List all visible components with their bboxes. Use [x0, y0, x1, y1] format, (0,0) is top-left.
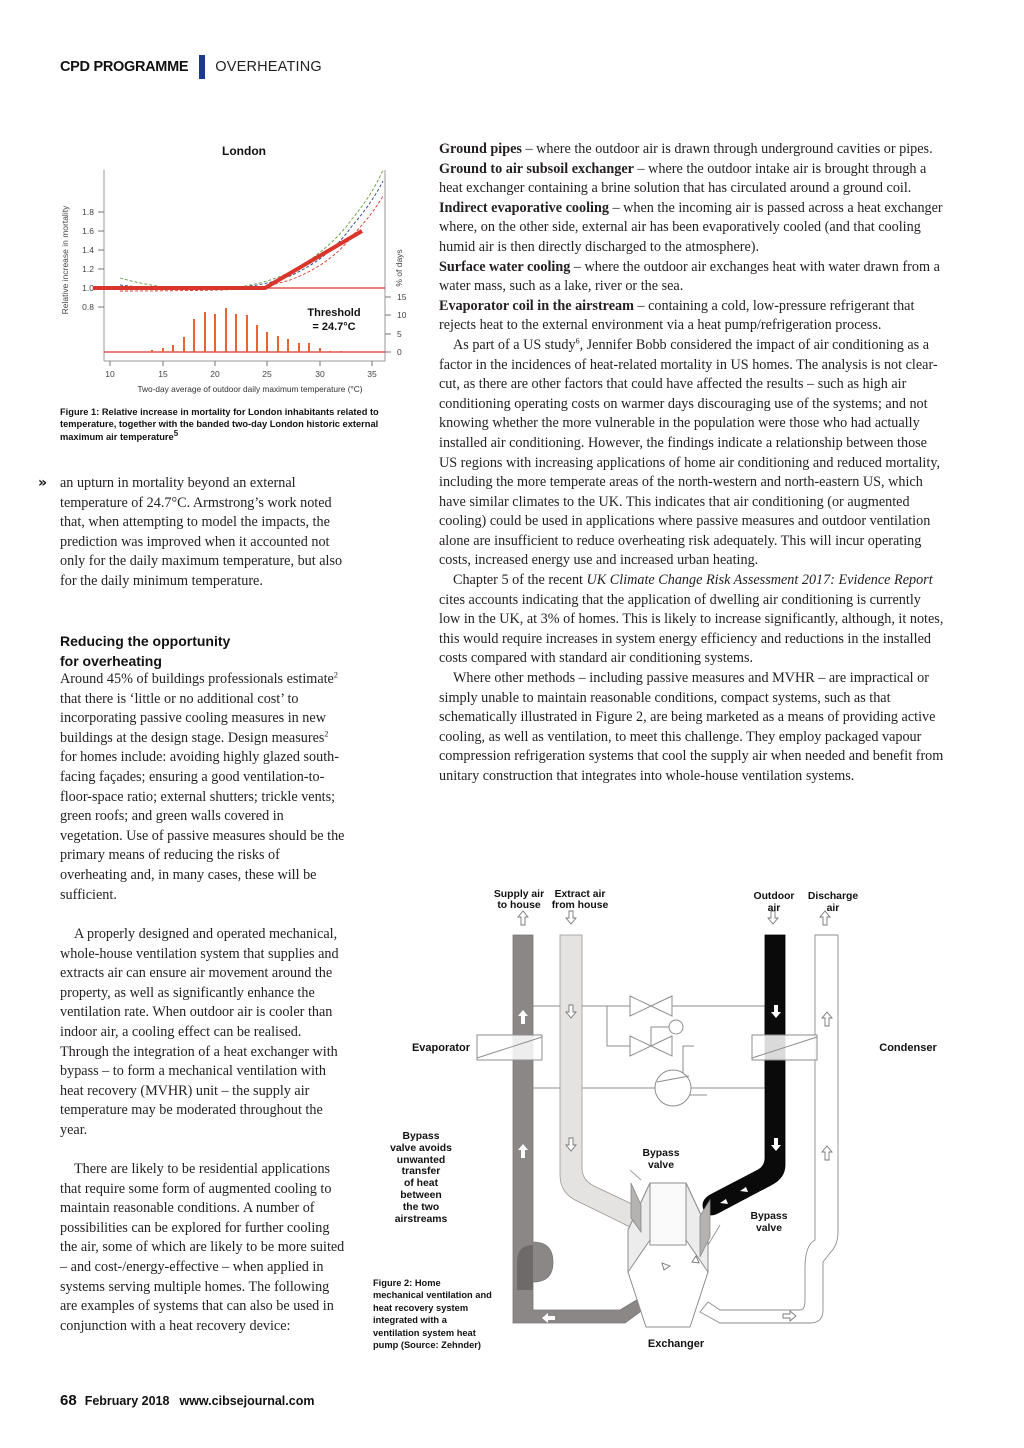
- issue-date: February 2018: [84, 1394, 170, 1408]
- thermostatic-valve-icon: [630, 1020, 683, 1056]
- svg-text:10: 10: [105, 369, 115, 379]
- svg-text:1.0: 1.0: [82, 283, 94, 293]
- figure-1-chart: [55, 140, 415, 400]
- y-ticks-right: [385, 292, 407, 357]
- header-section: OVERHEATING: [215, 59, 322, 75]
- list-item-surface-water: Surface water cooling – where the outdoor air exchanges heat with water drawn from a water mass, such as a lake, river or the sea.: [439, 258, 940, 295]
- extract-air-duct: [560, 935, 642, 1227]
- x-axis-label: Two-day average of outdoor daily maximum temperature (°C): [137, 384, 363, 394]
- label-discharge-air-1: Discharge: [807, 891, 859, 902]
- mortality-chart-svg: [55, 140, 415, 400]
- label-condenser: Condenser: [879, 1042, 937, 1054]
- label-evaporator: Evaporator: [411, 1042, 471, 1054]
- svg-text:1.6: 1.6: [82, 226, 94, 236]
- svg-text:20: 20: [210, 369, 220, 379]
- upper-confidence-curve: [120, 170, 383, 290]
- bypass-note: Bypass valve avoids unwanted transfer of heat between the two airstreams: [390, 1131, 452, 1225]
- paragraph-chapter-5: Chapter 5 of the recent UK Climate Change Risk Assessment 2017: Evidence Report cites accounts indicating that the application of dwelling air conditioning is currently low in the UK, at 3% of homes. This is likely to increase significantly, although, it notes, this would require increases in system energy efficiency and reductions in the installed costs compared with standard air conditioning systems.: [439, 572, 944, 667]
- paragraph-passive-measures: Around 45% of buildings professionals estimate$^2$ that there is ‘little or no additional cost’ to incorporating passive cooling measures in new buildings at the design stage. Design measures$^2$ for homes include: avoiding highly glazed south-facing façades; ensuring a good ventilation-to-floor-space ratio; external shutters; trickle vents; green roofs; and green walls covered in vegetation. Use of passive measures should be the primary means of reducing the risks of overheating and, in many cases, these will be sufficient.: [60, 670, 345, 903]
- list-item-indirect-evaporative: Indirect evaporative cooling – when the incoming air is passed across a heat exchanger where, on the other side, external air has been evaporatively cooled (and that cooling humid air is then directly discharged to the atmosphere).: [439, 199, 943, 255]
- svg-text:35: 35: [367, 369, 377, 379]
- label-bypass-valve-1b: valve: [647, 1160, 675, 1171]
- svg-text:1.2: 1.2: [82, 264, 94, 274]
- x-ticks: [105, 361, 377, 379]
- chart-title: London: [222, 144, 266, 158]
- header-divider-bar: [199, 55, 205, 79]
- threshold-annotation-line1: Threshold: [307, 307, 361, 319]
- label-extract-air-1: Extract air: [554, 889, 606, 900]
- svg-text:5: 5: [397, 329, 402, 339]
- label-extract-air-2: from house: [551, 900, 609, 911]
- label-supply-air-1: Supply air: [493, 889, 545, 900]
- paragraph-augmented-cooling: There are likely to be residential applications that require some form of augmented cooling to maintain reasonable conditions. A number of possibilities can be explored for further cooling the air, some of which are likely to be more suited – and cost-/energy-effective – when applied in systems serving multiple homes. The following are examples of systems that can also be used in conjunction with a heat recovery device:: [60, 1161, 345, 1334]
- y-axis-label-left: Relative increase in mortality: [60, 205, 70, 315]
- svg-text:1.4: 1.4: [82, 245, 94, 255]
- svg-text:0.8: 0.8: [82, 302, 94, 312]
- svg-text:15: 15: [397, 292, 407, 302]
- label-outdoor-air-2: air: [767, 903, 781, 914]
- svg-text:15: 15: [158, 369, 168, 379]
- continuation-paragraph: an upturn in mortality beyond an external temperature of 24.7°C. Armstrong’s work noted that, when attempting to model the impacts, the prediction was improved when it accounted not only for the daily maximum temperature, but also for the daily minimum temperature.: [60, 475, 343, 589]
- threshold-fit-line: [93, 231, 362, 288]
- label-bypass-valve-2b: valve: [755, 1223, 783, 1234]
- svg-text:30: 30: [315, 369, 325, 379]
- label-bypass-valve-1a: Bypass: [642, 1148, 680, 1159]
- figure-2-caption: Figure 2: Home mechanical ventilation and heat recovery system integrated with a ventilation system heat pump (Source: Zehnder): [373, 1278, 492, 1351]
- bypass-leader-left: [630, 1170, 641, 1180]
- y-axis-label-right: % of days: [394, 249, 404, 287]
- website-link[interactable]: www.cibsejournal.com: [179, 1394, 315, 1408]
- label-bypass-valve-2a: Bypass: [750, 1211, 788, 1222]
- page-number: 68: [60, 1392, 77, 1409]
- label-exchanger: Exchanger: [647, 1338, 705, 1350]
- header-kicker: CPD PROGRAMME: [60, 59, 189, 75]
- cooling-methods-list: [439, 140, 944, 787]
- outdoor-air-duct: [703, 935, 785, 1215]
- label-discharge-air-2: air: [826, 903, 840, 914]
- paragraph-mvhr: A properly designed and operated mechanical, whole-house ventilation system that supplies and extracts air can ensure air movement around the property, as well as significantly enhance the ventilation rate. When outdoor air is cooler than indoor air, a cooling effect can be realised. Through the integration of a heat exchanger with bypass – to form a mechanical ventilation with heat recovery (MVHR) unit – the supply air temperature may be moderated throughout the year.: [60, 926, 339, 1138]
- central-curve: [120, 181, 383, 290]
- threshold-annotation-line2: = 24.7°C: [312, 321, 356, 333]
- condenser-coil: [752, 1035, 817, 1060]
- section-subheading: Reducing the opportunity for overheating: [60, 633, 231, 669]
- svg-text:0: 0: [397, 347, 402, 357]
- continuation-chevron-icon: »: [38, 475, 48, 491]
- list-item-ground-pipes: Ground pipes – where the outdoor air is drawn through underground cavities or pipes.: [439, 141, 933, 157]
- y-ticks-left: [82, 207, 104, 312]
- label-supply-air-2: to house: [497, 900, 541, 911]
- expansion-valve-icon: [630, 996, 672, 1016]
- evaporator-coil: [477, 1035, 542, 1060]
- paragraph-us-study: As part of a US study$^6$, Jennifer Bobb considered the impact of air conditioning as a factor in the incidences of heat-related mortality in US homes. The analysis is not clear-cut, as there are other factors that could have affected the results – such as high air conditioning operating costs on warmer days discouraging use of the systems; and not knowing whether the more vulnerable in the population were those who had actually installed air conditioning. However, the findings indicate a relationship between those US regions with increasing applications of home air conditioning and reduced mortality, including the more temperate areas of the north-western and north-eastern US, which have similar climates to the UK. This indicates that air conditioning (or augmented cooling) could be used in applications where passive measures and outdoor ventilation alone are insufficient to reduce overheating risk adequately. This will incur operating costs, increased energy use and increased urban heating.: [439, 336, 941, 569]
- compressor-icon: [655, 1070, 691, 1106]
- page-footer: [60, 1392, 314, 1409]
- svg-text:25: 25: [262, 369, 272, 379]
- list-item-subsoil-exchanger: Ground to air subsoil exchanger – where the outdoor intake air is brought through a heat exchanger containing a brine solution that has circulated around a ground coil.: [439, 160, 927, 197]
- paragraph-other-methods: Where other methods – including passive measures and MVHR – are impractical or simply unable to maintain reasonable conditions, compact systems, such as that schematically illustrated in Figure 2, are being marketed as a means of providing active cooling, as well as ventilation, to meet this challenge. They employ packaged vapour compression refrigeration systems that cool the supply air when needed and benefit from unitary construction that integrates into whole-house ventilation systems.: [439, 670, 944, 784]
- svg-text:1.8: 1.8: [82, 207, 94, 217]
- running-header: [60, 55, 322, 79]
- svg-text:10: 10: [397, 310, 407, 320]
- list-item-evaporator-coil: Evaporator coil in the airstream – containing a cold, low-pressure refrigerant that rejects heat to the external environment via a heat pump/refrigeration process.: [439, 297, 915, 334]
- label-outdoor-air-1: Outdoor: [753, 891, 795, 902]
- figure-1-caption: Figure 1: Relative increase in mortality for London inhabitants related to temperature, together with the banded two-day London historic external maximum air temperature$^5$: [60, 407, 379, 442]
